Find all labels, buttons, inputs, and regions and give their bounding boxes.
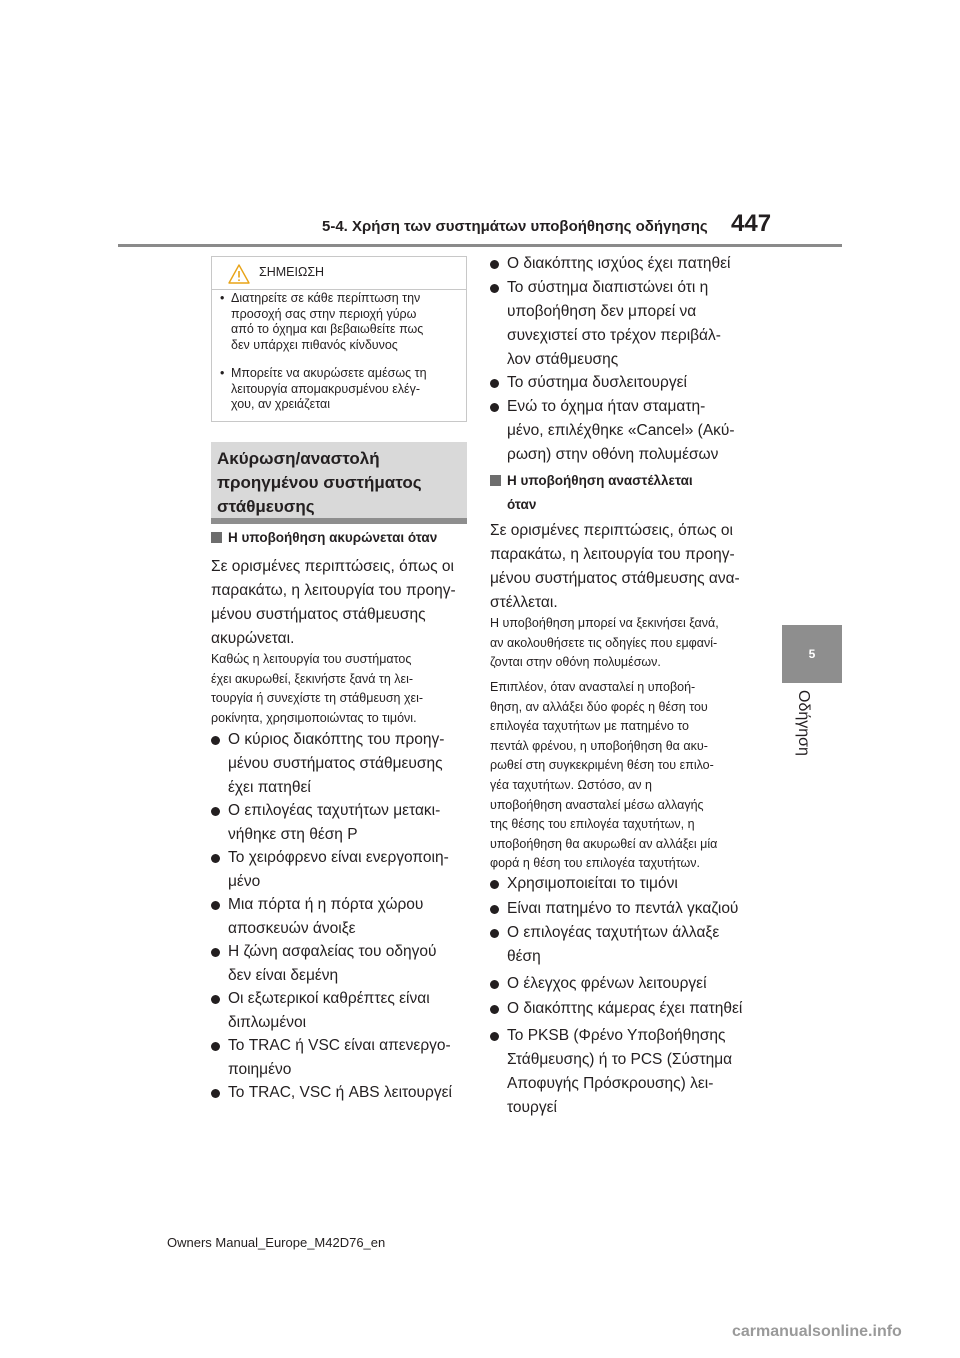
right-small-note-2 xyxy=(490,678,717,874)
text-line: χου, αν χρειάζεται xyxy=(231,397,331,411)
text-line: αν ακολουθήσετε τις οδηγίες που εμφανί- xyxy=(490,635,718,650)
bullet-text xyxy=(507,921,719,969)
text-line: δεν είναι δεμένη xyxy=(228,967,339,984)
text-line: γέα ταχυτήτων. Ωστόσο, αν η xyxy=(490,777,652,792)
bullet-text xyxy=(507,997,742,1021)
bullet-text xyxy=(507,872,678,896)
footer-manual-id: Owners Manual_Europe_M42D76_en xyxy=(167,1235,386,1250)
text-line: από το όχημα και βεβαιωθείτε πως xyxy=(231,322,424,336)
text-line: Είναι πατημένο το πεντάλ γκαζιού xyxy=(507,900,739,917)
text-line: Διατηρείτε σε κάθε περίπτωση την xyxy=(231,291,421,305)
text-line: λειτουργία απομακρυσμένου ελέγ- xyxy=(231,381,421,396)
text-line: Ο έλεγχος φρένων λειτουργεί xyxy=(507,975,707,992)
text-line: υποβοήθηση δεν μπορεί να xyxy=(507,303,697,320)
text-line: Στάθμευσης) ή το PCS (Σύστημα xyxy=(507,1051,733,1068)
text-line: διπλωμένοι xyxy=(228,1014,307,1031)
text-line: αποσκευών άνοιξε xyxy=(228,920,356,937)
section-heading-line: Ακύρωση/αναστολή xyxy=(217,449,380,468)
section-heading-bar xyxy=(211,518,467,524)
text-line: ροκίνητα, χρησιμοποιώντας το τιμόνι. xyxy=(211,710,417,725)
text-line: πεντάλ φρένου, η υποβοήθηση θα ακυ- xyxy=(490,738,708,753)
bullet-text xyxy=(228,987,430,1035)
left-paragraph xyxy=(211,555,456,651)
section-heading-line: προηγμένου συστήματος xyxy=(217,473,422,492)
square-bullet-icon xyxy=(211,532,222,543)
bullet-dot-icon xyxy=(490,260,499,269)
bullet-text xyxy=(228,728,444,800)
bullet-dot-icon xyxy=(211,736,220,745)
bullet-text xyxy=(228,893,423,941)
section-title: 5-4. Χρήση των συστημάτων υποβοήθησης οδήγησης xyxy=(322,218,708,235)
text-line: μένο, επιλέχθηκε «Cancel» (Ακύ- xyxy=(507,422,735,439)
bullet-text xyxy=(228,1081,452,1105)
subheading-text: όταν xyxy=(507,497,537,512)
text-line: Το σύστημα διαπιστώνει ότι η xyxy=(507,279,709,296)
chapter-tab xyxy=(782,625,842,683)
chapter-number: 5 xyxy=(808,647,816,661)
header-divider xyxy=(118,244,842,247)
text-line: έχει ακυρωθεί, ξεκινήστε ξανά τη λει- xyxy=(211,671,414,686)
text-line: έχει πατηθεί xyxy=(228,779,311,796)
bullet-text xyxy=(507,1024,732,1120)
bullet-dot-icon xyxy=(490,379,499,388)
text-line: υποβοήθηση θα ακυρωθεί αν αλλάξει μία xyxy=(490,836,718,851)
text-line: Το σύστημα δυσλειτουργεί xyxy=(507,374,687,391)
square-bullet-icon xyxy=(490,475,501,486)
text-line: μένο xyxy=(228,873,261,890)
note-bullet: • xyxy=(220,366,225,380)
text-line: υποβοήθηση ανασταλεί μέσω αλλαγής xyxy=(490,797,704,812)
warning-triangle-icon xyxy=(228,264,250,284)
bullet-dot-icon xyxy=(211,901,220,910)
chapter-label: Οδήγηση xyxy=(795,690,812,756)
text-line: Ο διακόπτης κάμερας έχει πατηθεί xyxy=(507,1000,743,1017)
text-line: Σε ορισμένες περιπτώσεις, όπως οι xyxy=(490,522,733,539)
note-bullet: • xyxy=(220,291,225,305)
bullet-dot-icon xyxy=(211,807,220,816)
text-line: ζονται στην οθόνη πολυμέσων. xyxy=(490,655,661,670)
text-line: Ενώ το όχημα ήταν σταματη- xyxy=(507,398,706,415)
watermark: carmanualsonline.info xyxy=(732,1323,902,1340)
text-line: Το TRAC ή VSC είναι απενεργο- xyxy=(228,1037,451,1054)
text-line: της θέσης του επιλογέα ταχυτήτων, η xyxy=(490,817,695,832)
text-line: νήθηκε στη θέση P xyxy=(228,826,358,843)
text-line: Μπορείτε να ακυρώσετε αμέσως τη xyxy=(231,366,427,380)
subheading-text: Η υποβοήθηση αναστέλλεται xyxy=(507,473,693,488)
text-line: παρακάτω, η λειτουργία του προηγ- xyxy=(490,546,735,563)
text-line: Ο επιλογέας ταχυτήτων μετακι- xyxy=(228,802,441,819)
bullet-dot-icon xyxy=(211,1089,220,1098)
bullet-text xyxy=(507,276,721,372)
bullet-text xyxy=(228,1034,451,1082)
text-line: επιλογέα ταχυτήτων με πατημένο το xyxy=(490,719,689,734)
bullet-dot-icon xyxy=(490,284,499,293)
text-line: Η υποβοήθηση μπορεί να ξεκινήσει ξανά, xyxy=(490,616,719,630)
text-line: ρωση) στην οθόνη πολυμέσων xyxy=(507,446,719,463)
bullet-dot-icon xyxy=(490,1005,499,1014)
bullet-text xyxy=(228,846,449,894)
bullet-text xyxy=(507,395,735,467)
text-line: Επιπλέον, όταν ανασταλεί η υποβοή- xyxy=(490,680,696,694)
bullet-dot-icon xyxy=(490,980,499,989)
right-paragraph xyxy=(490,519,740,615)
bullet-dot-icon xyxy=(490,403,499,412)
bullet-dot-icon xyxy=(211,854,220,863)
text-line: Ο επιλογέας ταχυτήτων άλλαξε xyxy=(507,924,720,941)
text-line: Ο διακόπτης ισχύος έχει πατηθεί xyxy=(507,255,731,272)
bullet-dot-icon xyxy=(490,905,499,914)
text-line: Μια πόρτα ή η πόρτα χώρου xyxy=(228,896,424,913)
bullet-text xyxy=(507,252,730,276)
text-line: Οι εξωτερικοί καθρέπτες είναι xyxy=(228,990,430,1007)
bullet-dot-icon xyxy=(490,929,499,938)
bullet-dot-icon xyxy=(211,995,220,1004)
section-heading-line: στάθμευσης xyxy=(217,497,315,516)
text-line: φορά η θέση του επιλογέα ταχυτήτων. xyxy=(490,856,701,871)
right-small-note-1 xyxy=(490,614,719,673)
text-line: ποιημένο xyxy=(228,1061,292,1078)
bullet-text xyxy=(507,897,738,921)
text-line: συνεχιστεί στο τρέχον περιβάλ- xyxy=(507,327,721,344)
note-header xyxy=(212,257,466,290)
bullet-dot-icon xyxy=(211,948,220,957)
text-line: στέλλεται. xyxy=(490,594,558,611)
text-line: θέση xyxy=(507,948,541,965)
text-line: λον στάθμευσης xyxy=(507,351,619,368)
text-line: μένου συστήματος στάθμευσης ανα- xyxy=(490,570,740,587)
text-line: τουργία ή συνεχίστε τη στάθμευση χει- xyxy=(211,691,424,706)
text-line: ρωθεί στη συγκεκριμένη θέση του επιλο- xyxy=(490,758,714,773)
text-line: Χρησιμοποιείται το τιμόνι xyxy=(507,875,678,892)
text-line: Το χειρόφρενο είναι ενεργοποιη- xyxy=(228,849,449,866)
bullet-dot-icon xyxy=(490,880,499,889)
note-item-text xyxy=(231,291,461,353)
note-item-text xyxy=(231,366,461,413)
text-line: θηση, αν αλλάξει δύο φορές η θέση του xyxy=(490,699,708,714)
text-line: Σε ορισμένες περιπτώσεις, όπως οι xyxy=(211,558,454,575)
text-line: Το TRAC, VSC ή ABS λειτουργεί xyxy=(228,1084,452,1101)
subheading-suspended xyxy=(490,469,693,517)
text-line: παρακάτω, η λειτουργία του προηγ- xyxy=(211,582,456,599)
bullet-text xyxy=(228,799,440,847)
text-line: Ο κύριος διακόπτης του προηγ- xyxy=(228,731,445,748)
text-line: μένου συστήματος στάθμευσης xyxy=(211,606,426,623)
bullet-text xyxy=(228,940,436,988)
text-line: δεν υπάρχει πιθανός κίνδυνος xyxy=(231,337,398,352)
bullet-dot-icon xyxy=(211,1042,220,1051)
text-line: Αποφυγής Πρόσκρουσης) λει- xyxy=(507,1075,714,1092)
bullet-text xyxy=(507,972,707,996)
text-line: Η ζώνη ασφαλείας του οδηγού xyxy=(228,943,437,960)
section-heading xyxy=(211,442,467,518)
text-line: προσοχή σας στην περιοχή γύρω xyxy=(231,306,417,321)
text-line: μένου συστήματος στάθμευσης xyxy=(228,755,443,772)
text-line: Το PKSB (Φρένο Υποβοήθησης xyxy=(507,1027,726,1044)
text-line: Καθώς η λειτουργία του συστήματος xyxy=(211,652,412,666)
text-line: ακυρώνεται. xyxy=(211,630,295,647)
bullet-text xyxy=(507,371,687,395)
text-line: τουργεί xyxy=(507,1099,557,1116)
note-title: ΣΗΜΕΙΩΣΗ xyxy=(259,265,325,279)
bullet-dot-icon xyxy=(490,1032,499,1041)
page-number: 447 xyxy=(731,210,772,237)
left-small-note xyxy=(211,650,423,728)
subheading-cancelled xyxy=(211,526,437,550)
subheading-text: Η υποβοήθηση ακυρώνεται όταν xyxy=(228,530,438,545)
note-box xyxy=(211,256,467,422)
